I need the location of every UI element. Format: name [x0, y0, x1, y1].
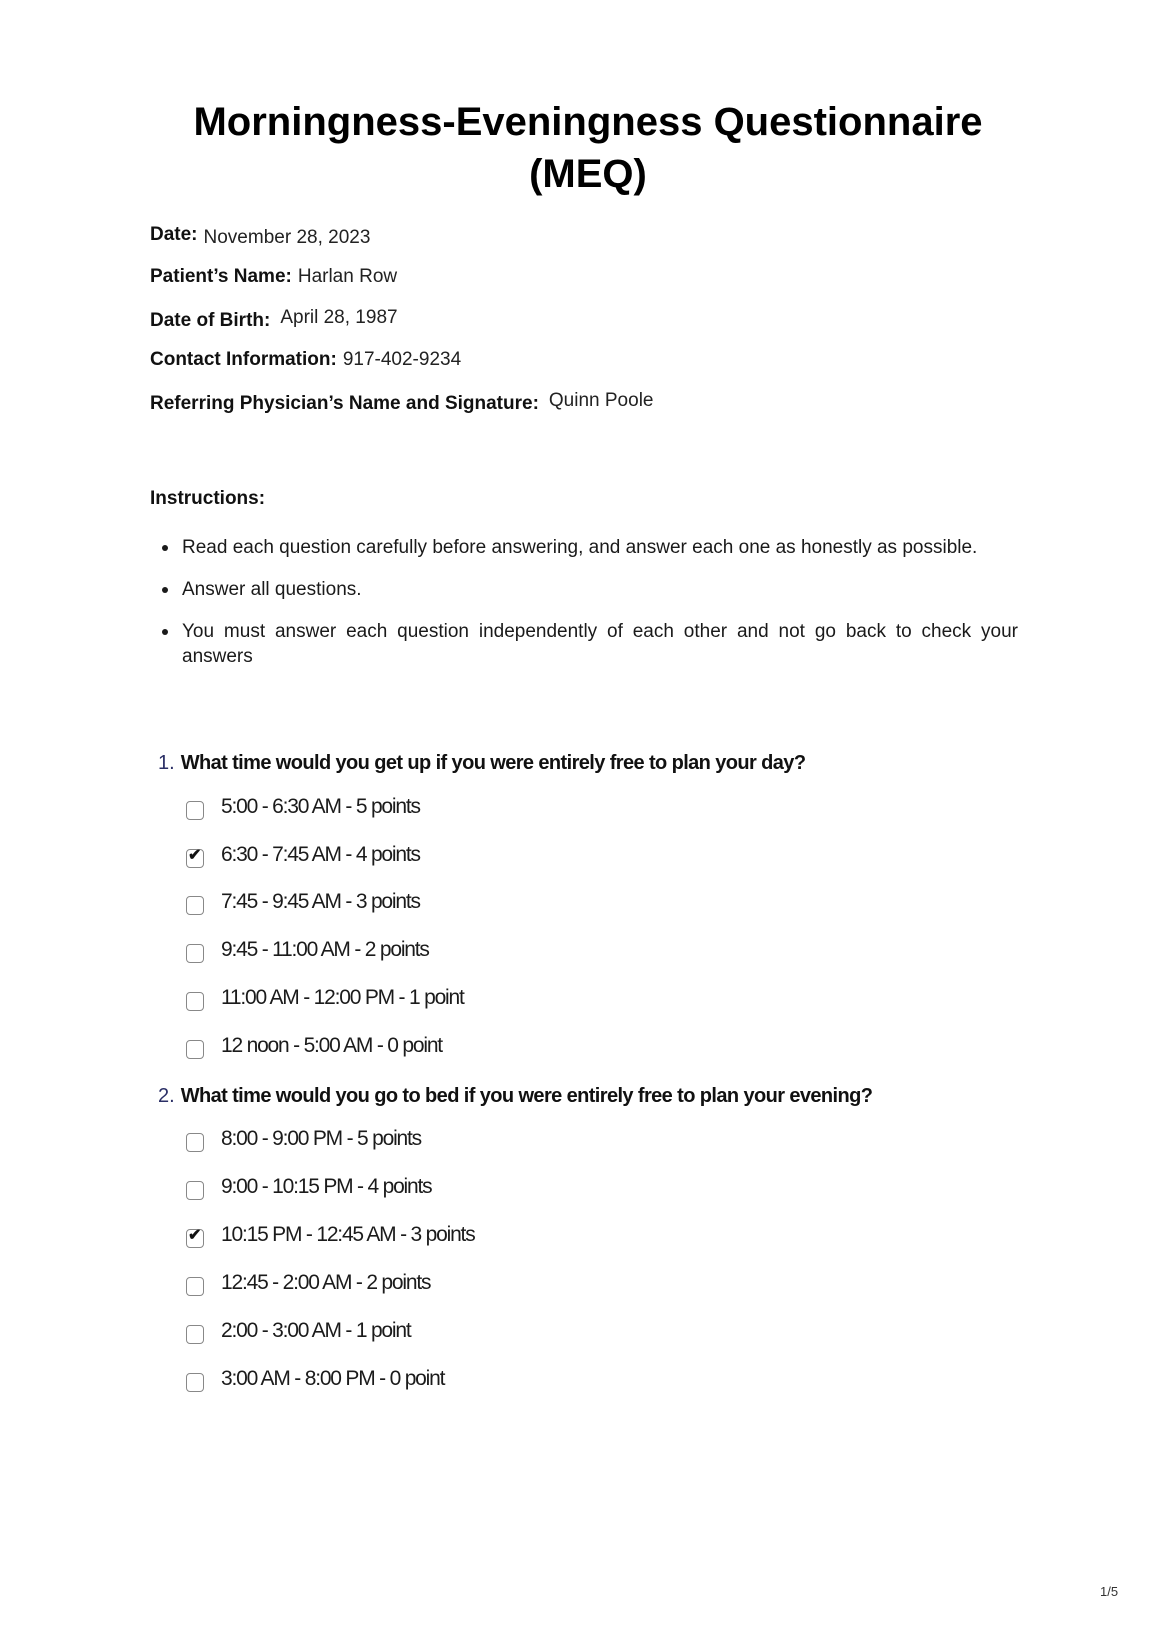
checkmark-icon: ✔ — [188, 1226, 202, 1244]
patient-name-label: Patient’s Name: — [150, 266, 292, 287]
option-q2-6[interactable] — [186, 1366, 444, 1392]
option-label: 6:30 - 7:45 AM - 4 points — [221, 843, 420, 866]
option-q2-4[interactable] — [186, 1270, 430, 1296]
option-q1-1[interactable] — [186, 794, 420, 820]
option-q1-2[interactable] — [186, 842, 420, 868]
question-text: What time would you get up if you were entirely free to plan your day? — [180, 752, 806, 774]
option-label: 2:00 - 3:00 AM - 1 point — [221, 1319, 411, 1342]
option-q2-1[interactable] — [186, 1126, 421, 1152]
contact-label: Contact Information: — [150, 349, 337, 370]
checkbox-unchecked[interactable] — [186, 944, 204, 963]
option-label: 12 noon - 5:00 AM - 0 point — [221, 1034, 442, 1057]
instructions-list — [150, 535, 1018, 686]
title-line-2: (MEQ) — [529, 152, 647, 196]
checkbox-unchecked[interactable] — [186, 1277, 204, 1296]
question-2 — [158, 1085, 872, 1108]
contact-field — [150, 349, 461, 371]
date-of-birth-label: Date of Birth: — [150, 310, 271, 331]
question-text: What time would you go to bed if you were entirely free to plan your evening? — [180, 1085, 873, 1107]
checkbox-unchecked[interactable] — [186, 1373, 204, 1392]
instruction-item: Read each question carefully before answering, and answer each one as honestly as possible. — [150, 535, 1018, 560]
bullet-icon — [162, 629, 168, 635]
checkbox-checked[interactable] — [186, 846, 204, 868]
option-label: 12:45 - 2:00 AM - 2 points — [221, 1271, 431, 1294]
question-1 — [158, 752, 805, 775]
instruction-item: Answer all questions. — [150, 577, 1018, 602]
checkbox-unchecked[interactable] — [186, 1133, 204, 1152]
date-label: Date: — [150, 224, 198, 245]
option-label: 7:45 - 9:45 AM - 3 points — [221, 890, 420, 913]
question-number: 2. — [158, 1085, 175, 1107]
option-q1-3[interactable] — [186, 889, 420, 915]
option-label: 10:15 PM - 12:45 AM - 3 points — [221, 1223, 475, 1246]
instructions-heading: Instructions: — [150, 488, 266, 509]
option-label: 8:00 - 9:00 PM - 5 points — [221, 1127, 421, 1150]
checkbox-checked[interactable] — [186, 1226, 204, 1248]
option-label: 11:00 AM - 12:00 PM - 1 point — [221, 986, 464, 1009]
date-of-birth-value: April 28, 1987 — [280, 307, 398, 328]
checkbox-unchecked[interactable] — [186, 1181, 204, 1200]
option-label: 9:00 - 10:15 PM - 4 points — [221, 1175, 432, 1198]
option-q1-6[interactable] — [186, 1033, 442, 1059]
bullet-icon — [162, 587, 168, 593]
option-label: 5:00 - 6:30 AM - 5 points — [221, 795, 420, 818]
document-title — [0, 96, 1176, 200]
date-field — [150, 224, 370, 246]
checkbox-unchecked[interactable] — [186, 801, 204, 820]
option-q2-3[interactable] — [186, 1222, 475, 1248]
patient-name-field — [150, 266, 397, 288]
physician-field — [150, 390, 653, 412]
option-q2-2[interactable] — [186, 1174, 431, 1200]
option-label: 3:00 AM - 8:00 PM - 0 point — [221, 1367, 445, 1390]
date-of-birth-field — [150, 307, 398, 329]
page-indicator: 1/5 — [1100, 1584, 1119, 1599]
question-number: 1. — [158, 752, 175, 774]
option-q1-5[interactable] — [186, 985, 464, 1011]
checkbox-unchecked[interactable] — [186, 896, 204, 915]
instruction-item: You must answer each question independently of each other and not go back to check your answers — [150, 619, 1018, 669]
title-line-1: Morningness-Eveningness Questionnaire — [193, 100, 983, 144]
physician-label: Referring Physician’s Name and Signature: — [150, 393, 539, 414]
bullet-icon — [162, 545, 168, 551]
option-q2-5[interactable] — [186, 1318, 411, 1344]
date-value: November 28, 2023 — [203, 227, 371, 248]
physician-value: Quinn Poole — [548, 390, 654, 411]
checkmark-icon: ✔ — [188, 846, 202, 864]
contact-value: 917-402-9234 — [342, 349, 462, 370]
option-q1-4[interactable] — [186, 937, 429, 963]
option-label: 9:45 - 11:00 AM - 2 points — [221, 938, 429, 961]
checkbox-unchecked[interactable] — [186, 1040, 204, 1059]
patient-name-value: Harlan Row — [297, 266, 398, 287]
checkbox-unchecked[interactable] — [186, 1325, 204, 1344]
checkbox-unchecked[interactable] — [186, 992, 204, 1011]
